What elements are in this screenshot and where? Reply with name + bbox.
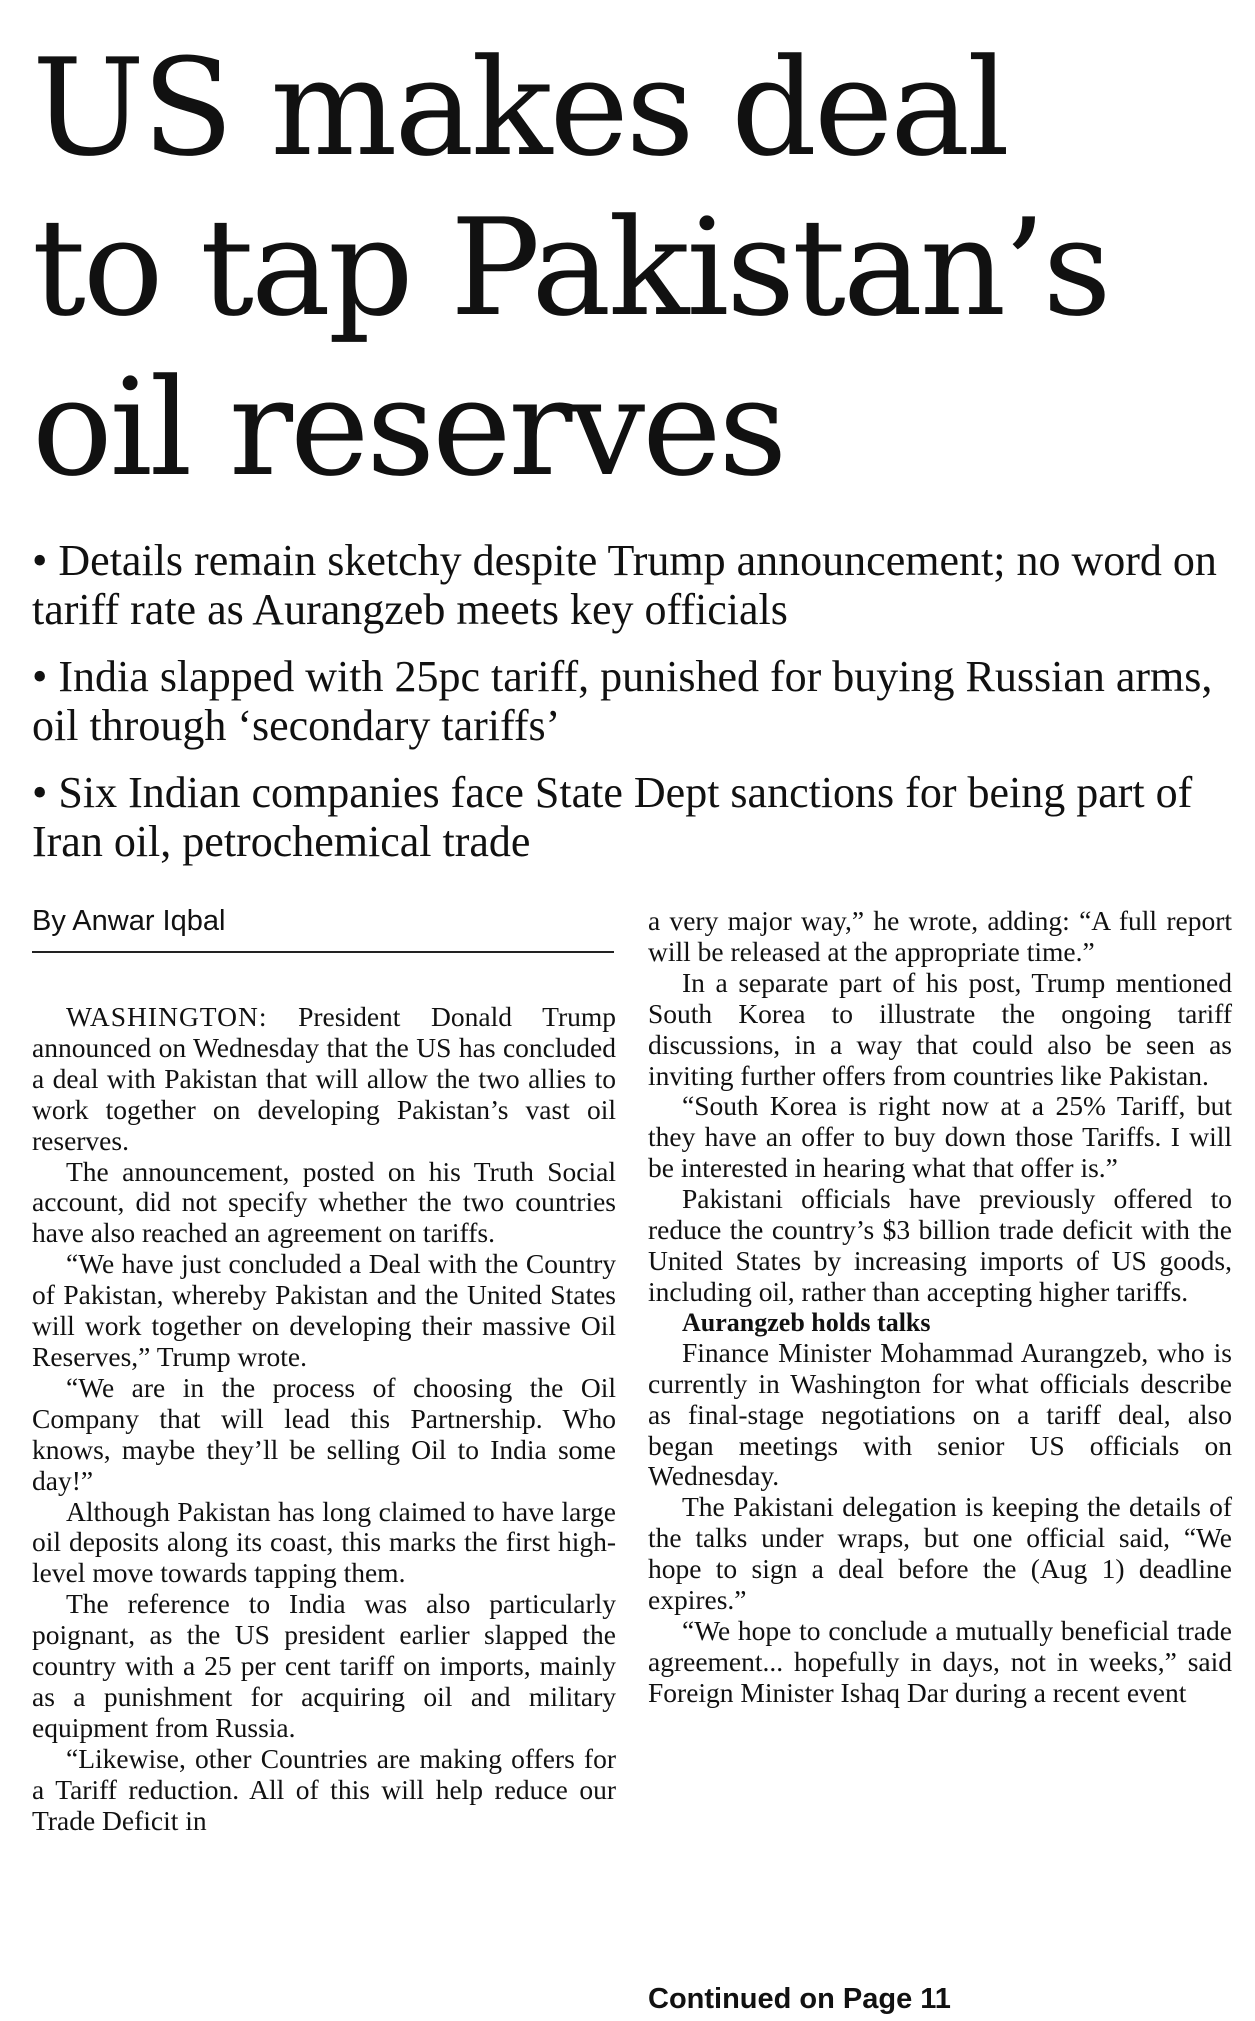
subheading: Aurangzeb holds talks <box>682 1307 931 1337</box>
article-paragraph: The reference to India was also particularly poignant, as the US president earlier slapped the country with a 25 per cent tariff on imports, mainly as a punishment for acquiring oil and military equipment from Russia. <box>32 1588 616 1743</box>
article-paragraph: The Pakistani delegation is keeping the details of the talks under wraps, but one official said, “We hope to sign a deal before the (Aug 1) deadline expires.” <box>648 1491 1232 1616</box>
headline-line-3: oil reserves <box>32 350 785 506</box>
article-paragraph <box>32 1002 616 1157</box>
article-paragraph: Finance Minister Mohammad Aurangzeb, who is currently in Washington for what officials describe as final-stage negotiations on a tariff deal, also began meetings with senior US officials on Wednesday. <box>648 1336 1232 1492</box>
summary-bullets <box>32 536 1232 884</box>
article-paragraph: In a separate part of his post, Trump mentioned South Korea to illustrate the ongoing tariff discussions, in a way that could also be seen as inviting further offers from countries like Pakistan. <box>648 966 1232 1091</box>
article-column-left <box>32 1002 616 1836</box>
article-paragraph: “We hope to conclude a mutually beneficial trade agreement... hopefully in days, not in weeks,” said Foreign Minister Ishaq Dar during a recent event <box>648 1614 1232 1708</box>
article-paragraph: a very major way,” he wrote, adding: “A full report will be released at the appropriate time.” <box>648 905 1232 967</box>
article-paragraph: “We have just concluded a Deal with the Country of Pakistan, whereby Pakistan and the United States will work together on developing their massive Oil Reserves,” Trump wrote. <box>32 1248 616 1372</box>
article-paragraph-text: President Donald Trump announced on Wednesday that the US has concluded a deal with Pakistan that will allow the two allies to work together on developing Pakistan’s vast oil reserves. <box>32 1001 616 1156</box>
article-paragraph: Although Pakistan has long claimed to have large oil deposits along its coast, this marks the first high-level move towards tapping them. <box>32 1495 616 1589</box>
article-paragraph: “South Korea is right now at a 25% Tariff, but they have an offer to buy down those Tariffs. I will be interested in hearing what that offer is.” <box>648 1090 1232 1184</box>
article-paragraph: The announcement, posted on his Truth Social account, did not specify whether the two countries have also reached an agreement on tariffs. <box>32 1155 616 1249</box>
summary-bullet: • Six Indian companies face State Dept sanctions for being part of Iran oil, petrochemical trade <box>32 768 1232 866</box>
byline: By Anwar Iqbal <box>32 903 614 953</box>
headline-line-2: to tap Pakistan’s <box>32 190 1109 346</box>
article-paragraph: “We are in the process of choosing the Oil Company that will lead this Partnership. Who knows, maybe they’ll be selling Oil to India some day!” <box>32 1371 616 1496</box>
article-paragraph: Pakistani officials have previously offered to reduce the country’s $3 billion trade deficit with the United States by increasing imports of US goods, including oil, rather than accepting higher tariffs. <box>648 1183 1232 1307</box>
article-paragraph: “Likewise, other Countries are making offers for a Tariff reduction. All of this will help reduce our Trade Deficit in <box>32 1742 616 1836</box>
continued-on-page-label: Continued on Page 11 <box>648 1983 951 2015</box>
headline <box>32 28 1232 508</box>
headline-line-1: US makes deal <box>32 30 1007 186</box>
summary-bullet: • Details remain sketchy despite Trump announcement; no word on tariff rate as Aurangzeb meets key officials <box>32 536 1232 634</box>
article-column-right <box>648 906 1232 1709</box>
summary-bullet: • India slapped with 25pc tariff, punished for buying Russian arms, oil through ‘secondary tariffs’ <box>32 652 1232 750</box>
dateline: WASHINGTON: <box>66 1001 268 1032</box>
